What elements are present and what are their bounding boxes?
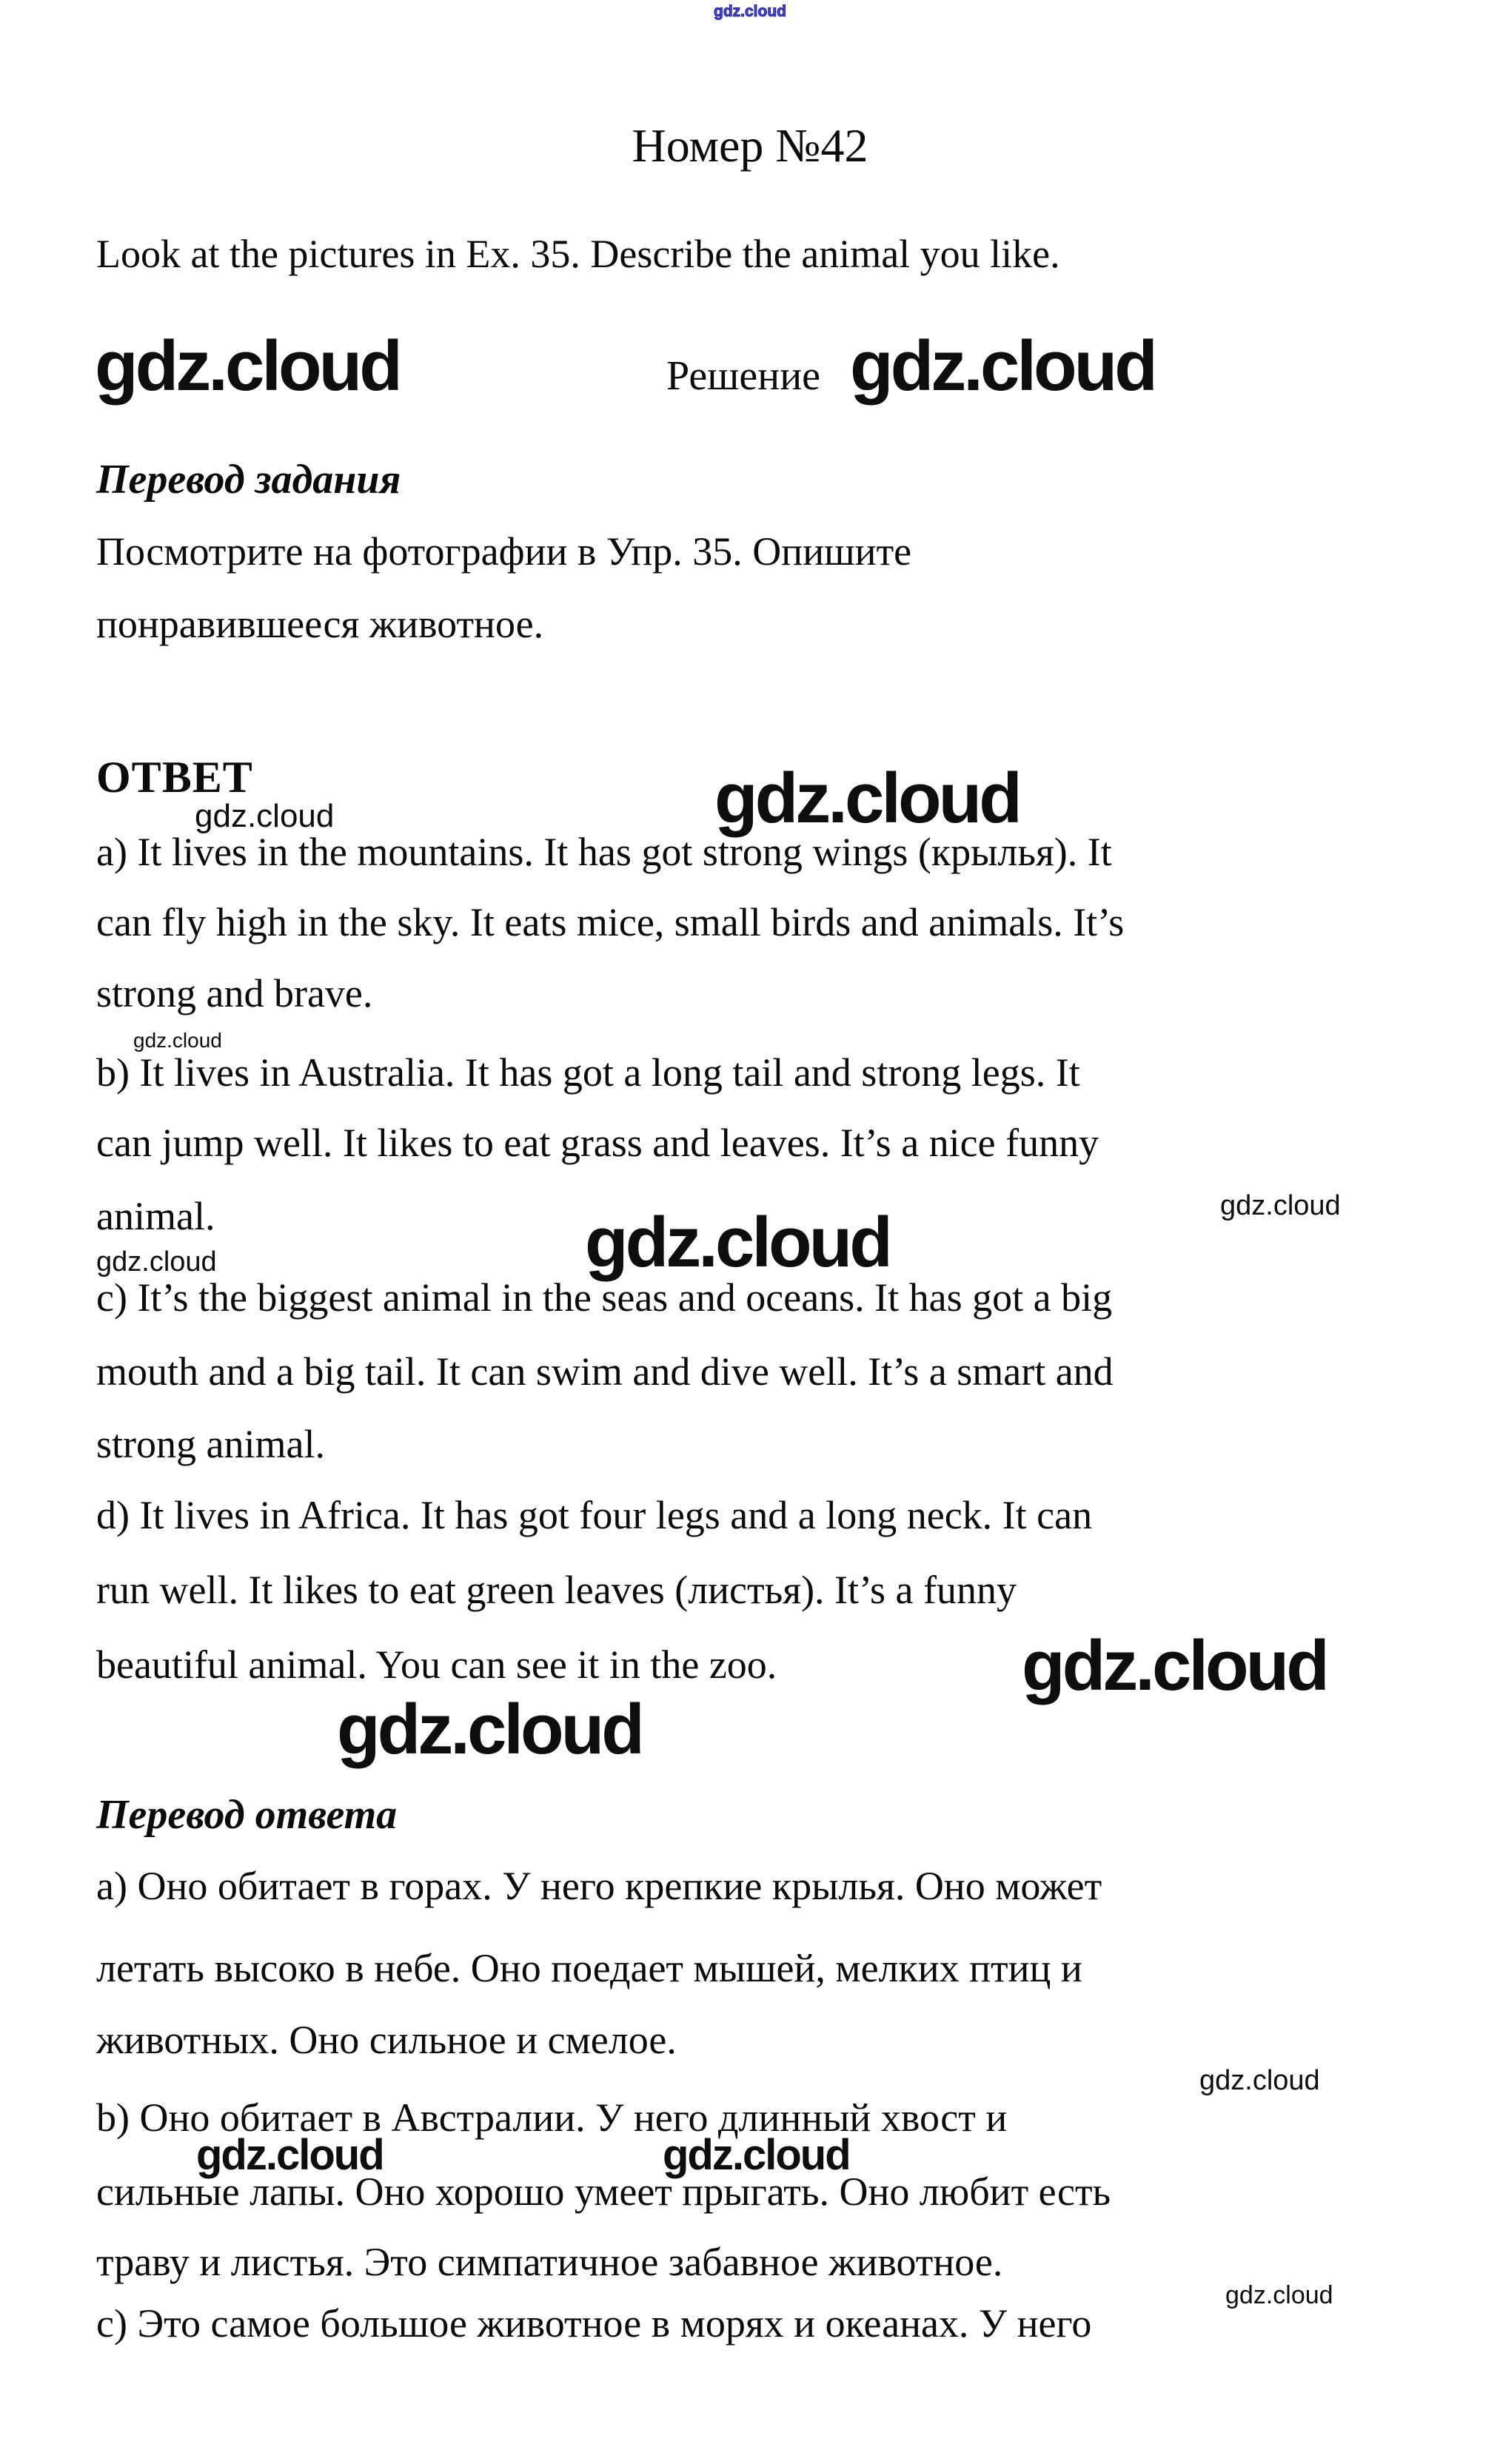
solution-label: Решение [666,353,821,399]
answer-paragraph-b-line-1: b) It lives in Australia. It has got a long tail and strong legs. It [96,1050,1080,1095]
watermark-top-blue: gdz.cloud [714,3,786,20]
answer-paragraph-a-line-3: strong and brave. [96,971,373,1016]
answer-paragraph-c-line-1: c) It’s the biggest animal in the seas and oceans. It has got a big [96,1275,1113,1320]
answer-paragraph-a-line-1: a) It lives in the mountains. It has got strong wings (крылья). It [96,830,1112,874]
answer-paragraph-d-line-2: run well. It likes to eat green leaves (листья). It’s a funny [96,1568,1017,1612]
answer-paragraph-c-line-3: strong animal. [96,1422,325,1466]
watermark-small-right-2: gdz.cloud [1199,2065,1320,2096]
answer-paragraph-b-line-2: can jump well. It likes to eat grass and leaves. It’s a nice funny [96,1121,1099,1165]
watermark-medium-1: gdz.cloud [196,2131,384,2179]
answer-translation-a-line-3: животных. Оно сильное и смелое. [96,2018,677,2062]
watermark-small-right-1: gdz.cloud [1220,1190,1341,1221]
answer-paragraph-d-line-3: beautiful animal. You can see it in the zoo. [96,1642,777,1687]
watermark-big-center-3: gdz.cloud [337,1690,642,1769]
watermark-medium-2: gdz.cloud [663,2131,850,2179]
answer-translation-c-line-1: c) Это самое большое животное в морях и океанах. У него [96,2301,1092,2346]
task-text-en: Look at the pictures in Ex. 35. Describe the animal you like. [96,232,1060,276]
answer-translation-b-line-3: траву и листья. Это симпатичное забавное животное. [96,2240,1003,2284]
answer-paragraph-a-line-2: can fly high in the sky. It eats mice, small birds and animals. It’s [96,900,1125,944]
watermark-tiny-above-b: gdz.cloud [133,1029,222,1052]
answer-paragraph-d-line-1: d) It lives in Africa. It has got four legs and a long neck. It can [96,1493,1093,1537]
answer-translation-a-line-2: летать высоко в небе. Оно поедает мышей, мелких птиц и [96,1946,1082,1990]
watermark-small-left-1: gdz.cloud [96,1246,217,1278]
answer-paragraph-b-line-3: animal. [96,1194,215,1238]
task-translation-line-2: понравившееся животное. [96,602,544,646]
watermark-small-right-3: gdz.cloud [1225,2281,1333,2309]
answer-translation-b-line-1: b) Оно обитает в Австралии. У него длинный хвост и [96,2095,1008,2140]
answer-heading: ОТВЕТ [96,753,253,802]
watermark-big-left: gdz.cloud [95,326,400,406]
answer-translation-heading: Перевод ответа [96,1792,398,1838]
watermark-big-center-1: gdz.cloud [714,759,1019,838]
task-translation-line-1: Посмотрите на фотографии в Упр. 35. Опишите [96,529,912,574]
answer-paragraph-c-line-2: mouth and a big tail. It can swim and dive well. It’s a smart and [96,1349,1114,1394]
watermark-big-right: gdz.cloud [850,326,1155,406]
task-translation-heading: Перевод задания [96,457,401,503]
page-title: Номер №42 [632,119,868,172]
answer-translation-b-line-2: сильные лапы. Оно хорошо умеет прыгать. Оно любит есть [96,2169,1111,2214]
watermark-big-center-2: gdz.cloud [585,1203,890,1282]
answer-translation-a-line-1: a) Оно обитает в горах. У него крепкие крылья. Оно может [96,1864,1102,1908]
watermark-under-answer-heading: gdz.cloud [195,798,335,834]
watermark-big-right-2: gdz.cloud [1022,1626,1327,1705]
